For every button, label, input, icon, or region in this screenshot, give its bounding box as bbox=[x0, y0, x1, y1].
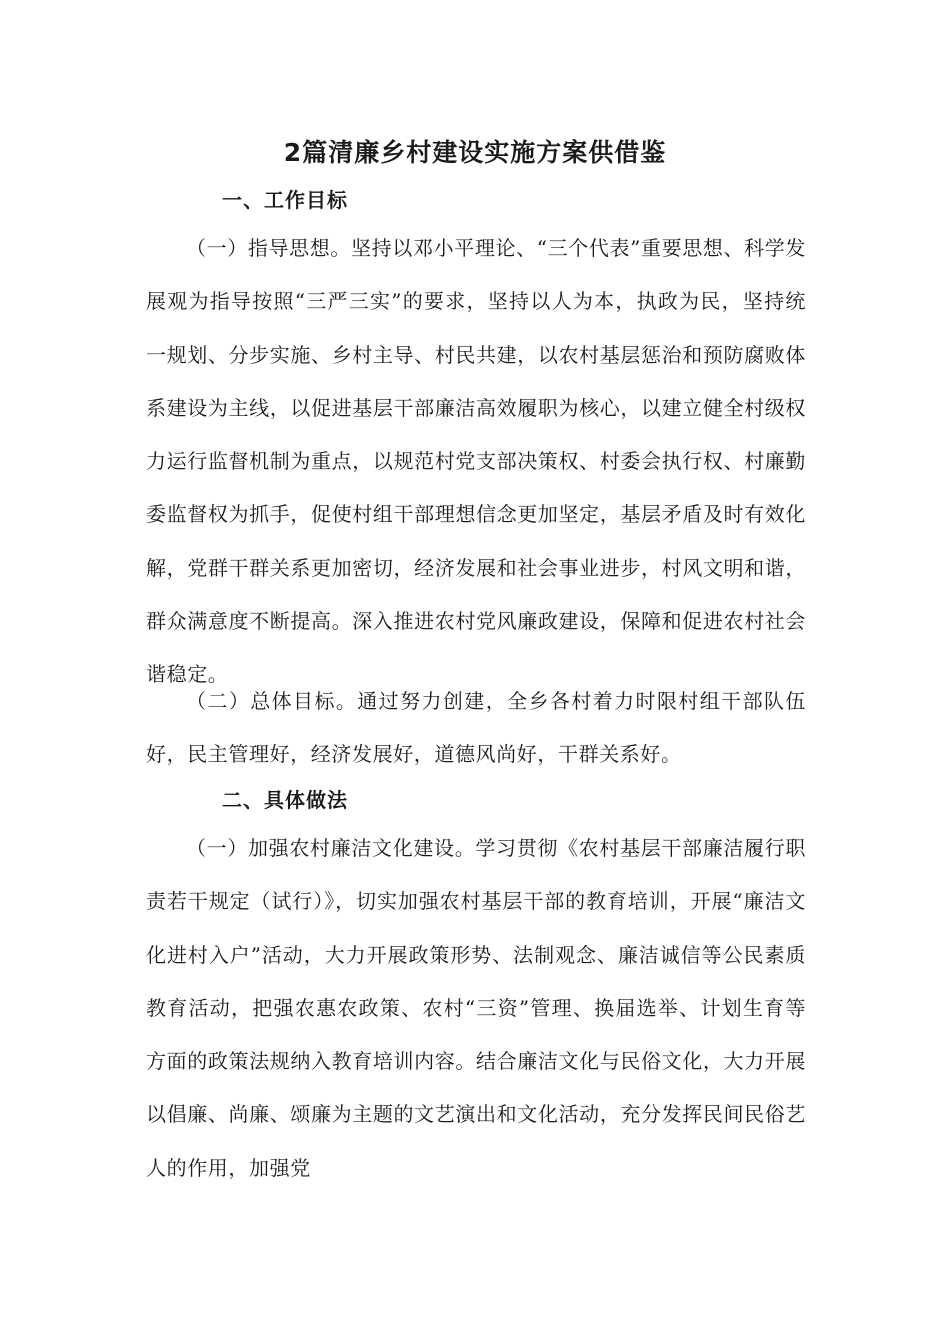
section-heading-goals: 一、工作目标 bbox=[222, 188, 348, 212]
paragraph-clean-culture: （一）加强农村廉洁文化建设。学习贯彻《农村基层干部廉洁履行职责若干规定（试行）》，切实加强农村基层干部的教育培训，开展“廉洁文化进村入户”活动，大力开展政策形势、法制观念、廉洁诚信等公民素质教育活动，把强农惠农政策、农村“三资”管理、换届选举、计划生育等方面的政策法规纳入教育培训内容。结合廉洁文化与民俗文化，大力开展以倡廉、尚廉、颂廉为主题的文艺演出和文化活动，充分发挥民间民俗艺人的作用，加强党 bbox=[146, 836, 806, 1180]
paragraph-overall-goal: （二）总体目标。通过努力创建，全乡各村着力时限村组干部队伍好，民主管理好，经济发展好，道德风尚好，干群关系好。 bbox=[146, 689, 806, 767]
paragraph-guiding-ideology: （一）指导思想。坚持以邓小平理论、“三个代表”重要思想、科学发展观为指导按照“三严三实”的要求，坚持以人为本，执政为民，坚持统一规划、分步实施、乡村主导、村民共建，以农村基层惩治和预防腐败体系建设为主线，以促进基层干部廉洁高效履职为核心，以建立健全村级权力运行监督机制为重点，以规范村党支部决策权、村委会执行权、村廉勤委监督权为抓手，促使村组干部理想信念更加坚定，基层矛盾及时有效化解，党群干群关系更加密切，经济发展和社会事业进步，村风文明和谐，群众满意度不断提高。深入推进农村党风廉政建设，保障和促进农村社会谐稳定。 bbox=[146, 236, 806, 687]
document-title: 2篇清廉乡村建设实施方案供借鉴 bbox=[283, 138, 667, 167]
section-heading-practices: 二、具体做法 bbox=[222, 788, 348, 812]
